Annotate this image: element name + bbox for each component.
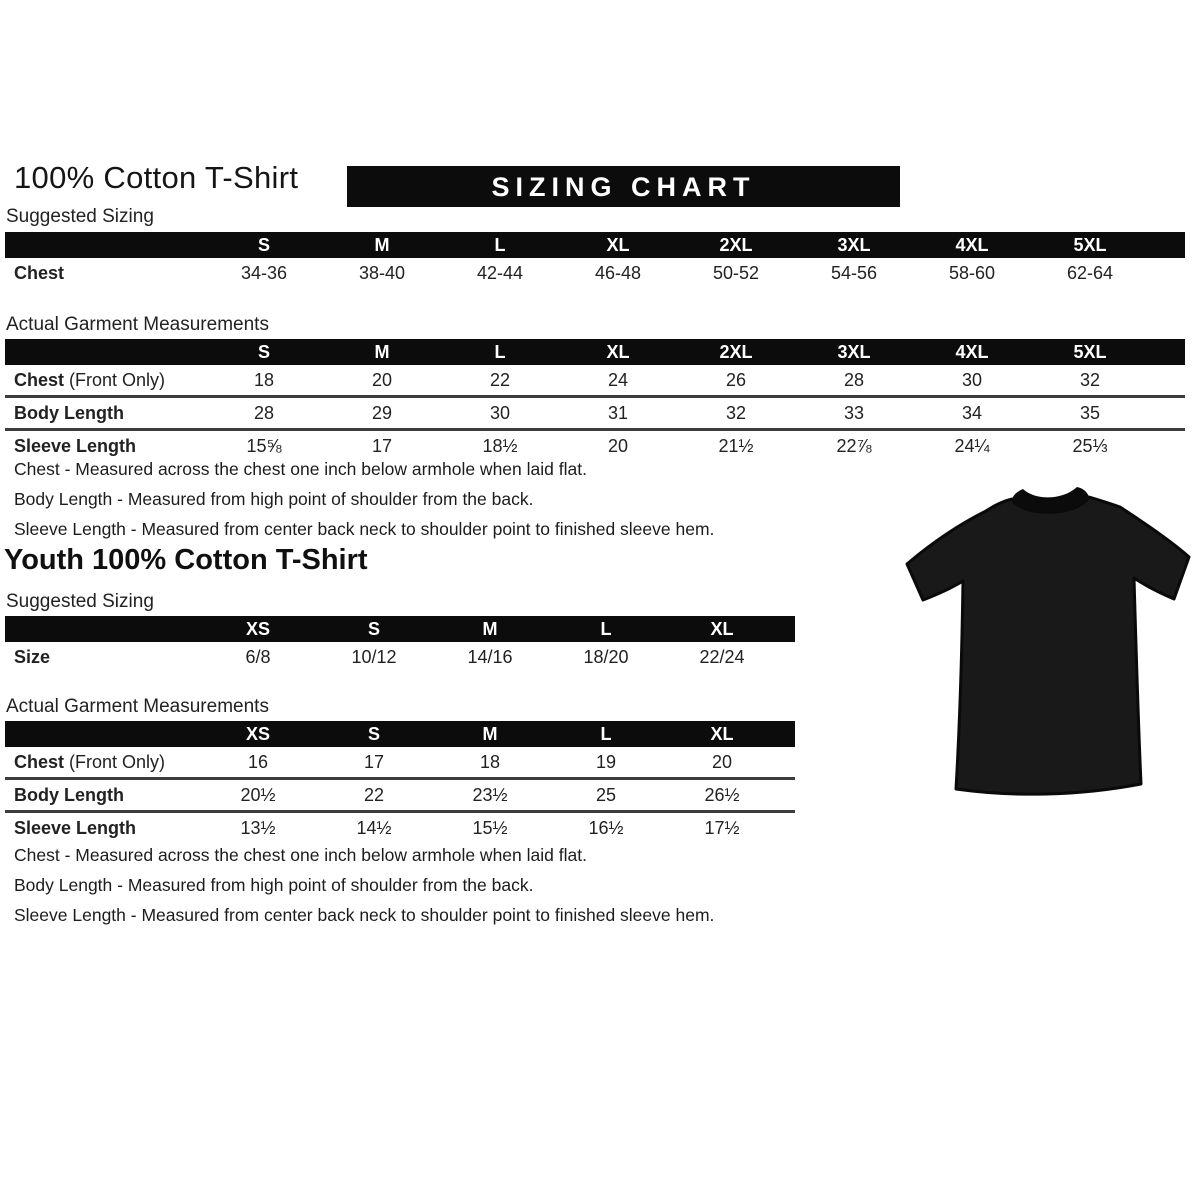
cell: 22 — [489, 369, 511, 390]
table-header-row — [5, 721, 795, 747]
column-header: M — [432, 721, 548, 747]
adult-suggested-sizing-table — [5, 232, 1185, 288]
youth-actual-measurements-label: Actual Garment Measurements — [6, 696, 269, 717]
cell: 32 — [1079, 369, 1101, 390]
column-header: XL — [664, 616, 780, 642]
cell: 30 — [961, 369, 983, 390]
header-filler — [780, 721, 795, 747]
row-label-text: Sleeve Length — [14, 435, 137, 456]
cell: 34 — [961, 402, 983, 423]
adult-actual-measurements-table — [5, 339, 1185, 461]
page-title: 100% Cotton T-Shirt — [14, 160, 299, 195]
column-header: L — [548, 721, 664, 747]
adult-actual-measurements-label: Actual Garment Measurements — [6, 314, 269, 335]
youth-actual-measurements-table — [5, 721, 795, 843]
column-header: S — [316, 721, 432, 747]
row-label — [5, 812, 200, 844]
cell: 6/8 — [245, 646, 271, 667]
note-line: Sleeve Length - Measured from center back neck to shoulder point to finished sleeve hem. — [14, 905, 715, 925]
column-header: XL — [559, 232, 677, 258]
note-line: Chest - Measured across the chest one inch below armhole when laid flat. — [14, 845, 587, 865]
cell: 22 — [363, 784, 385, 805]
header-filler — [780, 616, 795, 642]
row-label-text: Chest — [14, 262, 65, 283]
row-label-text: Sleeve Length — [14, 817, 137, 838]
column-header: M — [432, 616, 548, 642]
column-header: XL — [559, 339, 677, 365]
row-label-note: (Front Only) — [64, 369, 166, 390]
row-filler — [780, 812, 795, 844]
note-line: Sleeve Length - Measured from center back neck to shoulder point to finished sleeve hem. — [14, 519, 715, 539]
row-label — [5, 642, 200, 672]
note-line: Chest - Measured across the chest one inch below armhole when laid flat. — [14, 459, 587, 479]
row-label-text: Body Length — [14, 784, 124, 805]
column-header: XS — [200, 616, 316, 642]
tshirt-image — [893, 478, 1195, 810]
row-filler — [1149, 258, 1185, 288]
cell: 14½ — [356, 817, 392, 838]
column-header: XS — [200, 721, 316, 747]
cell: 17 — [371, 435, 393, 456]
column-header: L — [548, 616, 664, 642]
cell: 14/16 — [467, 646, 513, 667]
cell: 16½ — [588, 817, 624, 838]
column-header: S — [316, 616, 432, 642]
sizing-chart-banner: SIZING CHART — [347, 166, 900, 207]
column-header: 5XL — [1031, 232, 1149, 258]
cell: 20½ — [240, 784, 276, 805]
header-filler — [1149, 339, 1185, 365]
cell: 26 — [725, 369, 747, 390]
table-row — [5, 258, 1185, 288]
column-header: XL — [664, 721, 780, 747]
tshirt-body-shape — [907, 497, 1189, 794]
cell: 25⅓ — [1072, 435, 1108, 456]
row-filler — [1149, 430, 1185, 462]
cell: 26½ — [704, 784, 740, 805]
column-header: 4XL — [913, 339, 1031, 365]
row-filler — [780, 779, 795, 812]
cell: 21½ — [718, 435, 754, 456]
row-label — [5, 258, 205, 288]
column-header: 4XL — [913, 232, 1031, 258]
cell: 46-48 — [594, 262, 642, 283]
cell: 33 — [843, 402, 865, 423]
row-label — [5, 397, 205, 430]
cell: 62-64 — [1066, 262, 1114, 283]
cell: 19 — [595, 751, 617, 772]
row-filler — [780, 747, 795, 779]
table-row — [5, 747, 795, 779]
table-header-row — [5, 339, 1185, 365]
cell: 24¼ — [954, 435, 990, 456]
cell: 29 — [371, 402, 393, 423]
cell: 42-44 — [476, 262, 524, 283]
note-line: Body Length - Measured from high point of shoulder from the back. — [14, 875, 534, 895]
cell: 20 — [371, 369, 393, 390]
cell: 28 — [253, 402, 275, 423]
cell: 32 — [725, 402, 747, 423]
column-header: 2XL — [677, 232, 795, 258]
table-row — [5, 642, 795, 672]
table-row — [5, 397, 1185, 430]
cell: 24 — [607, 369, 629, 390]
row-filler — [1149, 397, 1185, 430]
cell: 34-36 — [240, 262, 288, 283]
column-header: 3XL — [795, 339, 913, 365]
cell: 50-52 — [712, 262, 760, 283]
cell: 17 — [363, 751, 385, 772]
table-header-row — [5, 232, 1185, 258]
cell: 17½ — [704, 817, 740, 838]
row-label-note: (Front Only) — [64, 751, 166, 772]
youth-page-title: Youth 100% Cotton T-Shirt — [4, 544, 368, 576]
cell: 18 — [253, 369, 275, 390]
row-label-text: Body Length — [14, 402, 124, 423]
column-header: M — [323, 339, 441, 365]
column-header: S — [205, 232, 323, 258]
column-header: S — [205, 339, 323, 365]
header-spacer — [5, 616, 200, 642]
note-line: Body Length - Measured from high point of shoulder from the back. — [14, 489, 534, 509]
cell: 58-60 — [948, 262, 996, 283]
column-header: L — [441, 339, 559, 365]
table-row — [5, 365, 1185, 397]
cell: 54-56 — [830, 262, 878, 283]
header-filler — [1149, 232, 1185, 258]
cell: 16 — [247, 751, 269, 772]
youth-measurement-notes — [14, 840, 714, 930]
header-spacer — [5, 721, 200, 747]
cell: 30 — [489, 402, 511, 423]
row-label-text: Chest — [14, 751, 65, 772]
row-filler — [1149, 365, 1185, 397]
youth-suggested-sizing-table — [5, 616, 795, 672]
row-label — [5, 779, 200, 812]
youth-suggested-sizing-label: Suggested Sizing — [6, 591, 154, 612]
table-header-row — [5, 616, 795, 642]
row-filler — [780, 642, 795, 672]
cell: 18½ — [482, 435, 518, 456]
cell: 28 — [843, 369, 865, 390]
row-label — [5, 747, 200, 779]
cell: 18 — [479, 751, 501, 772]
row-label — [5, 365, 205, 397]
table-row — [5, 812, 795, 844]
cell: 35 — [1079, 402, 1101, 423]
column-header: 3XL — [795, 232, 913, 258]
table-row — [5, 779, 795, 812]
cell: 15⅝ — [246, 435, 282, 456]
column-header: 2XL — [677, 339, 795, 365]
cell: 22/24 — [699, 646, 745, 667]
cell: 20 — [711, 751, 733, 772]
cell: 20 — [607, 435, 629, 456]
column-header: 5XL — [1031, 339, 1149, 365]
cell: 10/12 — [351, 646, 397, 667]
column-header: M — [323, 232, 441, 258]
cell: 38-40 — [358, 262, 406, 283]
cell: 15½ — [472, 817, 508, 838]
cell: 31 — [607, 402, 629, 423]
cell: 13½ — [240, 817, 276, 838]
cell: 22⅞ — [836, 435, 872, 456]
cell: 23½ — [472, 784, 508, 805]
cell: 18/20 — [583, 646, 629, 667]
adult-measurement-notes — [14, 454, 714, 544]
header-spacer — [5, 339, 205, 365]
row-label-text: Chest — [14, 369, 65, 390]
column-header: L — [441, 232, 559, 258]
header-spacer — [5, 232, 205, 258]
adult-suggested-sizing-label: Suggested Sizing — [6, 206, 154, 227]
row-label-text: Size — [14, 646, 51, 667]
cell: 25 — [595, 784, 617, 805]
